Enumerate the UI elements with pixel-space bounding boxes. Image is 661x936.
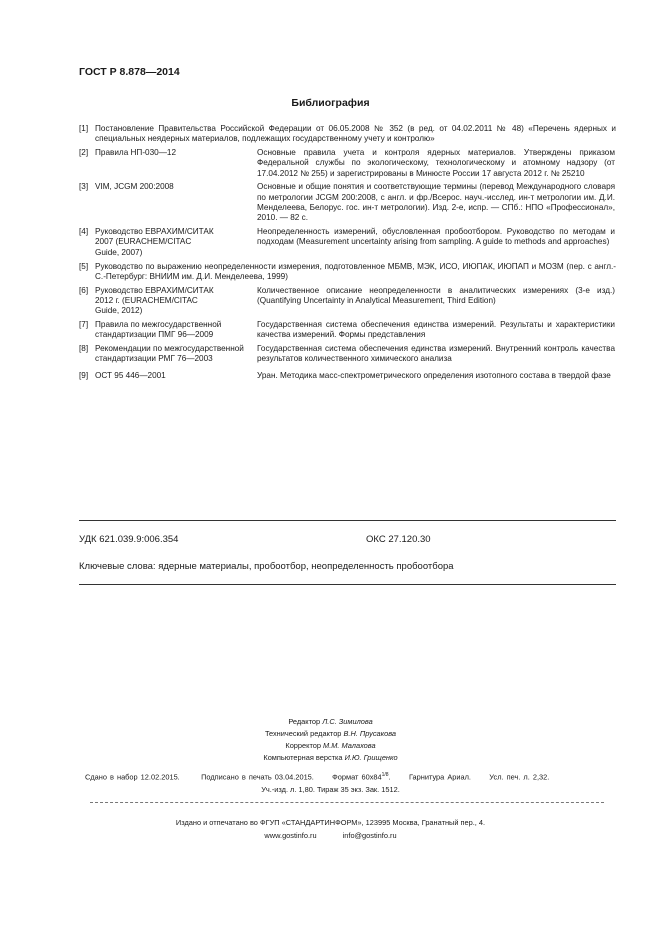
website-link[interactable]: www.gostinfo.ru	[264, 831, 317, 840]
credits-block	[0, 716, 661, 764]
print-format: Формат 60х84	[332, 772, 382, 782]
bibliography-title: Библиография	[291, 97, 370, 109]
email-link[interactable]: info@gostinfo.ru	[342, 831, 397, 840]
print-run: Уч.-изд. л. 1,80. Тираж 35 экз. Зак. 1512.	[261, 785, 400, 794]
credit-corrector	[0, 740, 661, 752]
credit-layout	[0, 752, 661, 764]
print-sheets: Усл. печ. л. 2,32.	[489, 772, 550, 782]
entry-reference: VIM, JCGM 200:2008	[95, 182, 174, 192]
entry-reference: Правила по межгосударственной стандартизации ПМГ 96—2009	[95, 320, 222, 340]
credit-person: Л.С. Зимилова	[322, 717, 373, 726]
entry-reference: Рекомендации по межгосударственной стандартизации РМГ 76—2003	[95, 344, 244, 364]
credit-tech-editor	[0, 728, 661, 740]
udk-code: УДК 621.039.9:006.354	[79, 534, 179, 545]
entry-number: [7]	[79, 320, 89, 330]
entry-number: [5]	[79, 261, 89, 271]
bibliography-entry	[79, 286, 616, 317]
print-details: Сдано в набор 12.02.2015. Подписано в печать 03.04.2015. Формат $60х84^{1/8}$. Гарнитура Ариал. Усл. печ. л. 2,32.	[85, 772, 550, 782]
credit-role: Компьютерная верстка	[263, 753, 343, 762]
divider-bottom	[79, 584, 616, 585]
entry-reference: Руководство ЕВРАХИМ/СИТАК 2012 г. (EURACHEM/CITAC Guide, 2012)	[95, 285, 214, 316]
print-signed: Подписано в печать 03.04.2015.	[201, 772, 314, 782]
entry-number: [2]	[79, 148, 89, 158]
bibliography-entry	[79, 344, 616, 365]
oks-code: ОКС 27.120.30	[366, 534, 431, 545]
entry-number: [1]	[79, 124, 89, 133]
entry-description: Уран. Методика масс-спектрометрического определения изотопного состава в твердой фазе	[257, 370, 611, 380]
credit-person: В.Н. Прусакова	[343, 729, 397, 738]
publisher-links	[0, 831, 661, 840]
entry-text: Постановление Правительства Российской Федерации от 06.05.2008 № 352 (в ред. от 04.02.2011 № 48) «Перечень ядерных и специальных неядерных материалов, подлежащих государственному учету и контролю»	[95, 124, 616, 144]
credit-person: М.М. Малахова	[323, 741, 376, 750]
entry-number: [9]	[79, 370, 89, 380]
credit-role: Редактор	[288, 717, 321, 726]
bibliography-entry	[79, 124, 616, 145]
entry-number: [8]	[79, 344, 89, 354]
bibliography-entry	[79, 262, 616, 283]
credit-editor	[0, 716, 661, 728]
entry-reference: ОСТ 95 446—2001	[95, 370, 166, 380]
entry-number: [6]	[79, 285, 89, 295]
entry-number: [3]	[79, 182, 89, 192]
print-sent: Сдано в набор 12.02.2015.	[85, 772, 180, 782]
credit-person: И.Ю. Грищенко	[344, 753, 398, 762]
bibliography-list	[79, 124, 616, 385]
bibliography-entry	[79, 320, 616, 341]
entry-description: Государственная система обеспечения единства измерений. Результаты и характеристики качества измерений. Формы представления	[257, 320, 615, 340]
print-format-fraction: 1/8	[381, 772, 389, 778]
divider-top	[79, 520, 616, 521]
entry-reference: Правила НП-030—12	[95, 148, 176, 158]
bibliography-entry	[79, 182, 616, 223]
standard-code: ГОСТ Р 8.878—2014	[79, 66, 180, 78]
print-font: Гарнитура Ариал.	[408, 772, 471, 782]
entry-description: Основные правила учета и контроля ядерных материалов. Утверждены приказом Федеральной службы по экологическому, технологическому и атомному надзору (от 17.04.2012 № 255) и зарегистрированы в Минюсте России 17 августа 2012 г. № 25210	[257, 148, 615, 178]
bibliography-entry	[79, 227, 616, 258]
entry-text: Руководство по выражению неопределенности измерения, подготовленное МБМВ, МЭК, ИСО, ИЮПАК, ИЮПАП и МОЗМ (пер. с англ.- С.-Петербург: ВНИИМ им. Д.И. Менделеева, 1999)	[95, 261, 616, 281]
dashed-divider	[90, 802, 604, 803]
bibliography-entry	[79, 148, 616, 179]
keywords: Ключевые слова: ядерные материалы, пробоотбор, неопределенность пробоотбора	[79, 561, 454, 572]
bibliography-entry	[79, 371, 616, 381]
entry-description: Неопределенность измерений, обусловленная пробоотбором. Руководство по методам и подходам (Measurement uncertainty arising from sampling. A guide to methods and approaches)	[257, 227, 615, 247]
entry-description: Государственная система обеспечения единства измерений. Внутренний контроль качества результатов количественного химического анализа	[257, 344, 615, 364]
entry-description: Основные и общие понятия и соответствующие термины (перевод Международного словаря по метрологии JCGM 200:2008, с англ. и фр./Всерос. науч.-исслед. ин-т метрологии им. Д.И. Менделеева, Белорус. гос. ин-т метрологии). Изд. 2-е, испр. — СПб.: НПО «Профессионал», 2010. — 82 с.	[257, 182, 615, 223]
entry-number: [4]	[79, 227, 89, 237]
credit-role: Корректор	[285, 741, 321, 750]
credit-role: Технический редактор	[264, 729, 342, 738]
entry-reference: Руководство ЕВРАХИМ/СИТАК 2007 (EURACHEM/CITAC Guide, 2007)	[95, 227, 214, 257]
publisher-info: Издано и отпечатано во ФГУП «СТАНДАРТИНФОРМ», 123995 Москва, Гранатный пер., 4.	[175, 818, 486, 827]
entry-description: Количественное описание неопределенности в аналитических измерениях (3-е изд.) (Quantifying Uncertainty in Analytical Measurement, Third Edition)	[257, 285, 615, 305]
